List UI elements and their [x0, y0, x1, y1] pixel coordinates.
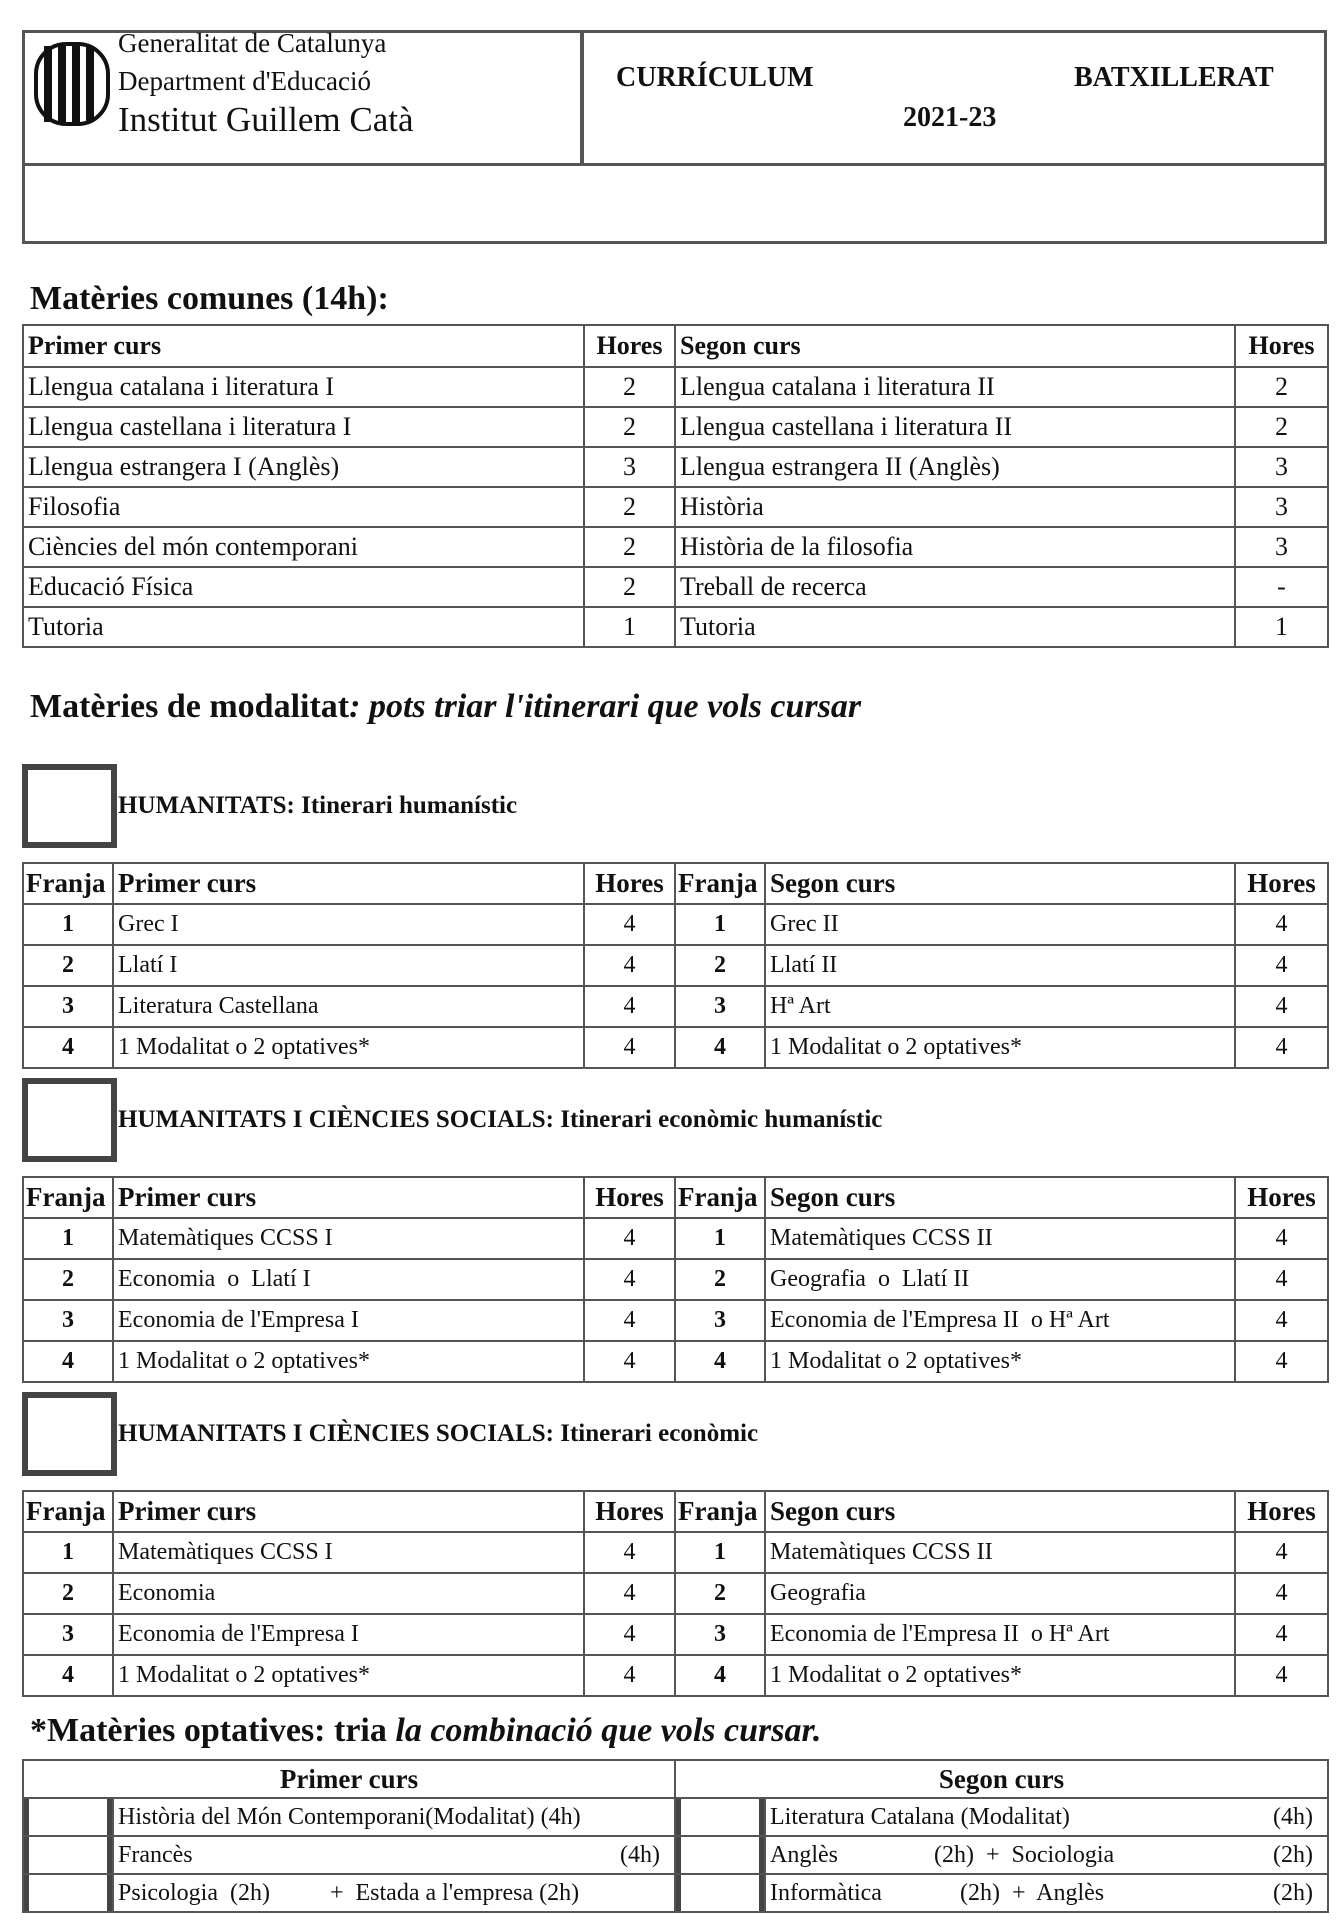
cell: Història de la filosofia: [675, 527, 1235, 567]
table-row: [23, 567, 1328, 607]
option-checkbox[interactable]: [675, 1874, 765, 1912]
col-header: Franja: [675, 1177, 765, 1218]
table-row: [23, 367, 1328, 407]
cell: Grec I: [113, 904, 584, 945]
itinerary-checkbox-humanistic[interactable]: [22, 764, 117, 848]
cell: Geografia: [765, 1573, 1235, 1614]
institute-name: Institut Guillem Catà: [118, 100, 414, 139]
cell: 1: [23, 1218, 113, 1259]
table-row: [23, 1614, 1328, 1655]
itinerary-checkbox-econ-humanistic[interactable]: [22, 1078, 117, 1162]
cell: Filosofia: [23, 487, 584, 527]
cell: Matemàtiques CCSS I: [113, 1218, 584, 1259]
cell: Ciències del món contemporani: [23, 527, 584, 567]
table-row: [23, 447, 1328, 487]
doc-title: CURRÍCULUM: [616, 62, 814, 93]
cell: Matemàtiques CCSS I: [113, 1532, 584, 1573]
col-header: Primer curs: [23, 1760, 675, 1798]
header-divider-h: [22, 163, 1327, 166]
option-hours: (4h): [1273, 1803, 1314, 1830]
option-hours: (2h): [1273, 1879, 1314, 1906]
table-row: [23, 527, 1328, 567]
table-row: [23, 904, 1328, 945]
cell: 4: [675, 1341, 765, 1382]
table-row: [23, 1341, 1328, 1382]
cell: 2: [584, 367, 675, 407]
cell: 4: [584, 1218, 675, 1259]
cell: 1: [1235, 607, 1328, 647]
cell: 3: [675, 1614, 765, 1655]
col-header: Primer curs: [113, 863, 584, 904]
cell: 2: [23, 1573, 113, 1614]
cell: Llatí II: [765, 945, 1235, 986]
year-label: 2021-23: [903, 102, 997, 133]
common-table: [22, 324, 1329, 648]
table-row: [23, 986, 1328, 1027]
col-header: Franja: [675, 1491, 765, 1532]
itinerary-title: HUMANITATS I CIÈNCIES SOCIALS: Itinerari econòmic: [118, 1420, 759, 1447]
modality-title-italic: : pots triar l'itinerari que vols cursar: [349, 688, 862, 725]
option-checkbox[interactable]: [23, 1836, 113, 1874]
cell: 2: [675, 1259, 765, 1300]
cell: 1 Modalitat o 2 optatives*: [765, 1655, 1235, 1696]
col-header: Primer curs: [113, 1177, 584, 1218]
table-row: [23, 1027, 1328, 1068]
cell: 2: [23, 945, 113, 986]
cell: [765, 1874, 1328, 1912]
itinerary-checkbox-economic[interactable]: [22, 1392, 117, 1476]
cell: 4: [1235, 1218, 1328, 1259]
cell: 4: [1235, 1027, 1328, 1068]
cell: Grec II: [765, 904, 1235, 945]
col-header: Hores: [584, 863, 675, 904]
cell: 1: [23, 1532, 113, 1573]
table-row: [23, 1532, 1328, 1573]
cell: 1: [675, 1218, 765, 1259]
cell: 4: [1235, 1532, 1328, 1573]
cell: Tutoria: [675, 607, 1235, 647]
cell: 3: [1235, 447, 1328, 487]
cell: 4: [584, 1573, 675, 1614]
cell: 2: [1235, 407, 1328, 447]
cell: Llengua catalana i literatura II: [675, 367, 1235, 407]
itinerary-table: [22, 1176, 1329, 1383]
table-header-row: [23, 325, 1328, 367]
cell: 4: [1235, 1259, 1328, 1300]
org-line2: Department d'Educació: [118, 66, 372, 96]
col-header: Segon curs: [765, 1177, 1235, 1218]
cell: 4: [1235, 1655, 1328, 1696]
header-divider-v: [580, 30, 584, 165]
cell: 4: [23, 1341, 113, 1382]
table-row: [23, 1655, 1328, 1696]
cell: 2: [584, 487, 675, 527]
table-row: [23, 1259, 1328, 1300]
option-label: Història del Món Contemporani(Modalitat) (4h): [118, 1803, 581, 1830]
cell: 3: [675, 1300, 765, 1341]
cell: 4: [584, 986, 675, 1027]
cell: 1: [23, 904, 113, 945]
table-row: [23, 1874, 1328, 1912]
cell: Economia de l'Empresa II o Hª Art: [765, 1614, 1235, 1655]
cell: 4: [1235, 1300, 1328, 1341]
cell: 1: [675, 1532, 765, 1573]
cell: 2: [584, 527, 675, 567]
col-header: Hores: [1235, 325, 1328, 367]
cell: 4: [1235, 1573, 1328, 1614]
cell: 1: [584, 607, 675, 647]
cell: 3: [23, 1614, 113, 1655]
col-header: Hores: [584, 325, 675, 367]
cell: 4: [1235, 945, 1328, 986]
cell: -: [1235, 567, 1328, 607]
cell: 2: [675, 1573, 765, 1614]
cell: 1: [675, 904, 765, 945]
table-row: [23, 1836, 1328, 1874]
cell: 3: [1235, 527, 1328, 567]
cell: Matemàtiques CCSS II: [765, 1532, 1235, 1573]
cell: Llatí I: [113, 945, 584, 986]
cell: Llengua castellana i literatura I: [23, 407, 584, 447]
cell: 4: [584, 904, 675, 945]
cell: Geografia o Llatí II: [765, 1259, 1235, 1300]
cell: Literatura Castellana: [113, 986, 584, 1027]
cell: 4: [584, 1300, 675, 1341]
table-row: [23, 1573, 1328, 1614]
optional-table: [22, 1759, 1329, 1913]
cell: 4: [584, 1614, 675, 1655]
cell: 3: [1235, 487, 1328, 527]
cell: 2: [584, 407, 675, 447]
org-line1: Generalitat de Catalunya: [118, 28, 387, 58]
cell: Hª Art: [765, 986, 1235, 1027]
option-hours: (4h): [620, 1841, 661, 1868]
table-header-row: [23, 1177, 1328, 1218]
cell: Llengua catalana i literatura I: [23, 367, 584, 407]
col-header: Franja: [675, 863, 765, 904]
cell: Història: [675, 487, 1235, 527]
table-row: [23, 1300, 1328, 1341]
col-header: Hores: [584, 1491, 675, 1532]
cell: 3: [23, 986, 113, 1027]
option-label: Literatura Catalana (Modalitat): [770, 1803, 1070, 1830]
col-header: Hores: [1235, 1491, 1328, 1532]
cell: 4: [1235, 986, 1328, 1027]
col-header: Primer curs: [23, 325, 584, 367]
table-header-row: [23, 1491, 1328, 1532]
cell: 1 Modalitat o 2 optatives*: [113, 1341, 584, 1382]
col-header: Segon curs: [765, 1491, 1235, 1532]
cell: [765, 1798, 1328, 1836]
cell: Treball de recerca: [675, 567, 1235, 607]
cell: 4: [1235, 904, 1328, 945]
itinerary-table: [22, 862, 1329, 1069]
col-header: Segon curs: [675, 1760, 1328, 1798]
cell: [113, 1798, 675, 1836]
cell: 4: [675, 1027, 765, 1068]
modality-title: [30, 688, 861, 726]
option-checkbox[interactable]: [23, 1874, 113, 1912]
cell: Llengua estrangera II (Anglès): [675, 447, 1235, 487]
col-header: Hores: [584, 1177, 675, 1218]
cell: 1 Modalitat o 2 optatives*: [113, 1027, 584, 1068]
cell: 4: [1235, 1341, 1328, 1382]
table-header-row: [23, 863, 1328, 904]
col-header: Hores: [1235, 1177, 1328, 1218]
table-row: [23, 1218, 1328, 1259]
option-hours: (2h): [1273, 1841, 1314, 1868]
itinerary-title: HUMANITATS I CIÈNCIES SOCIALS: Itinerari econòmic humanístic: [118, 1106, 883, 1133]
cell: 2: [675, 945, 765, 986]
col-header: Franja: [23, 1177, 113, 1218]
table-row: [23, 1798, 1328, 1836]
col-header: Franja: [23, 863, 113, 904]
cell: Economia de l'Empresa II o Hª Art: [765, 1300, 1235, 1341]
cell: 2: [584, 567, 675, 607]
option-label: Informàtica (2h) + Anglès: [770, 1879, 1105, 1906]
table-row: [23, 607, 1328, 647]
cell: Economia de l'Empresa I: [113, 1300, 584, 1341]
option-checkbox[interactable]: [675, 1836, 765, 1874]
cell: 1 Modalitat o 2 optatives*: [765, 1341, 1235, 1382]
optional-title-main: *Matèries optatives: tria: [30, 1712, 396, 1749]
col-header: Franja: [23, 1491, 113, 1532]
generalitat-logo-icon: [32, 38, 112, 128]
cell: Llengua castellana i literatura II: [675, 407, 1235, 447]
table-row: [23, 487, 1328, 527]
cell: 4: [584, 1259, 675, 1300]
cell: 4: [584, 1655, 675, 1696]
stage-label: BATXILLERAT: [1074, 62, 1274, 93]
cell: [765, 1836, 1328, 1874]
cell: 2: [23, 1259, 113, 1300]
common-title: Matèries comunes (14h):: [30, 280, 389, 317]
cell: 4: [584, 945, 675, 986]
table-row: [23, 945, 1328, 986]
cell: 3: [584, 447, 675, 487]
cell: [113, 1874, 675, 1912]
cell: Economia: [113, 1573, 584, 1614]
cell: 4: [584, 1341, 675, 1382]
option-label: Psicologia (2h) + Estada a l'empresa (2h): [118, 1879, 580, 1906]
cell: 4: [23, 1655, 113, 1696]
cell: 1 Modalitat o 2 optatives*: [113, 1655, 584, 1696]
cell: Matemàtiques CCSS II: [765, 1218, 1235, 1259]
option-label: Anglès (2h) + Sociologia: [770, 1841, 1115, 1868]
col-header: Segon curs: [765, 863, 1235, 904]
col-header: Hores: [1235, 863, 1328, 904]
cell: 4: [23, 1027, 113, 1068]
cell: 1 Modalitat o 2 optatives*: [765, 1027, 1235, 1068]
cell: Tutoria: [23, 607, 584, 647]
optional-title-italic: la combinació que vols cursar.: [395, 1712, 822, 1749]
itinerary-title: HUMANITATS: Itinerari humanístic: [118, 792, 518, 819]
cell: 4: [584, 1532, 675, 1573]
modality-title-main: Matèries de modalitat: [30, 688, 350, 725]
cell: Llengua estrangera I (Anglès): [23, 447, 584, 487]
option-checkbox[interactable]: [23, 1798, 113, 1836]
cell: Economia de l'Empresa I: [113, 1614, 584, 1655]
option-checkbox[interactable]: [675, 1798, 765, 1836]
cell: Economia o Llatí I: [113, 1259, 584, 1300]
cell: 4: [1235, 1614, 1328, 1655]
table-row: [23, 407, 1328, 447]
cell: Educació Física: [23, 567, 584, 607]
cell: 2: [1235, 367, 1328, 407]
cell: 3: [23, 1300, 113, 1341]
optional-title: [30, 1712, 821, 1750]
itinerary-table: [22, 1490, 1329, 1697]
col-header: Primer curs: [113, 1491, 584, 1532]
col-header: Segon curs: [675, 325, 1235, 367]
table-header-row: [23, 1760, 1328, 1798]
cell: [113, 1836, 675, 1874]
cell: 4: [584, 1027, 675, 1068]
cell: 3: [675, 986, 765, 1027]
option-label: Francès: [118, 1841, 193, 1868]
cell: 4: [675, 1655, 765, 1696]
